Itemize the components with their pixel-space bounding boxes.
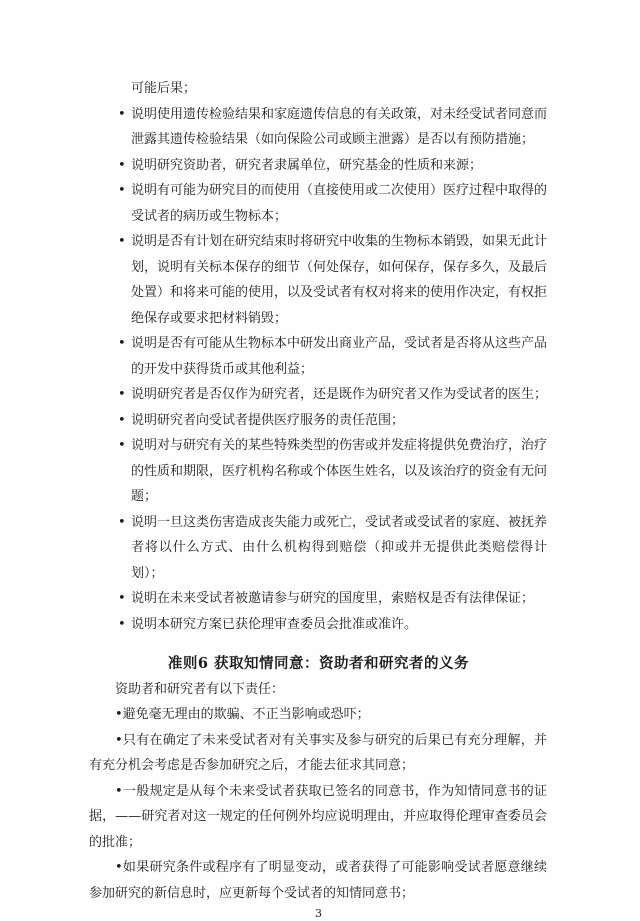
bullet-icon: • [118,591,126,606]
list-item [118,102,547,153]
list-item [118,586,547,612]
list-item-text: 说明在未来受试者被邀请参与研究的国度里，索赔权是否有法律保证； [131,591,535,606]
list-item-text: 说明一旦这类伤害造成丧失能力或死亡，受试者或受试者的家庭、被抚养者将以什么方式、由什么机构得到赔偿（抑或并无提供此类赔偿得计划）； [131,514,548,581]
list-item-text: 说明对与研究有关的某些特殊类型的伤害或并发症将提供免费治疗，治疗的性质和期限，医疗机构名称或个体医生姓名，以及该治疗的资金有无问题； [131,438,548,504]
list-item [118,382,547,408]
list-item-text: 说明研究者是否仅作为研究者，还是既作为研究者又作为受试者的医生； [131,387,548,402]
list-item-text: 说明使用遗传检验结果和家庭遗传信息的有关政策，对未经受试者同意而泄露其遗传检验结果（如向保险公司或顾主泄露）是否以有预防措施； [131,106,548,147]
list-item-text: 说明研究者向受试者提供医疗服务的责任范围； [131,412,405,428]
list-item [118,612,547,638]
list-item-text: 说明是否有计划在研究结束时将研究中收集的生物标本销毁，如果无此计划，说明有关标本保存的细节（何处保存，如何保存，保存多久，及最后处置）和将来可能的使用，以及受试者有权对将来的使用作决定，有权拒绝保存或要求把材料销毁； [131,234,548,326]
list-item-text: 说明有可能为研究目的而使用（直接使用或二次使用）医疗过程中取得的受试者的病历或生物标本； [131,183,548,224]
bullet-icon: • [118,616,126,632]
responsibility-paragraph: •一般规定是从每个未来受试者获取已签名的同意书，作为知情同意书的证据，——研究者对这一规定的任何例外均应说明理由，并应取得伦理审查委员会的批准； [89,783,547,850]
list-item [118,229,547,331]
list-item-text: 说明研究资助者，研究者隶属单位，研究基金的性质和来源； [131,157,483,173]
responsibility-paragraph: •如果研究条件或程序有了明显变动，或者获得了可能影响受试者愿意继续参加研究的新信息时，应更新每个受试者的知情同意书； [89,860,547,901]
list-item [118,331,547,382]
bullet-icon: • [118,336,126,351]
bullet-icon: • [118,234,126,249]
bullet-icon: • [118,106,126,122]
guideline-6-heading: 准则6 获取知情同意：资助者和研究者的义务 [167,655,470,672]
bullet-icon: • [118,412,126,428]
continuation-line: 可能后果； [131,81,197,96]
responsibilities-intro: 资助者和研究者有以下责任： [115,681,285,697]
disclosure-list-block [118,76,547,637]
bullet-icon: • [118,514,126,530]
bullet-icon: • [118,157,126,173]
list-item-text: 说明本研究方案已获伦理审查委员会批准或准许。 [131,616,418,632]
responsibility-paragraph: •避免毫无理由的欺骗、不正当影响或恐吓； [115,707,370,722]
list-item [118,178,547,229]
responsibilities-section [89,677,548,907]
disclosure-list [118,102,547,638]
list-item-text: 说明是否有可能从生物标本中研发出商业产品，受试者是否将从这些产品的开发中获得货币或其他利益； [131,336,548,377]
page-number: 3 [315,907,322,920]
list-item [118,408,547,434]
list-item [118,153,547,179]
responsibility-paragraph: •只有在确定了未来受试者对有关事实及参与研究的后果已有充分理解，并有充分机会考虑是否参加研究之后，才能去征求其同意； [89,732,547,773]
list-item [118,510,547,587]
bullet-icon: • [118,438,126,453]
bullet-icon: • [118,183,126,198]
bullet-icon: • [118,387,126,402]
list-item [118,433,547,510]
